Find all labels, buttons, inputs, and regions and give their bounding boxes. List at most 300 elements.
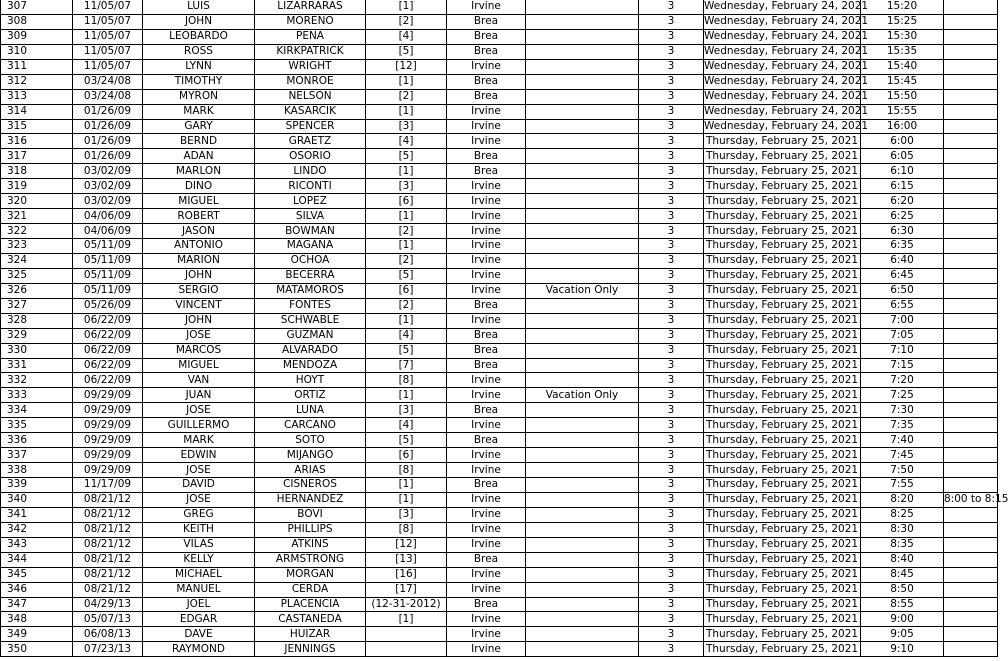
first-name-cell: MIGUEL bbox=[143, 194, 255, 209]
first-name-cell: EDGAR bbox=[143, 612, 255, 627]
rank-cell: [6] bbox=[366, 448, 447, 463]
table-row bbox=[1, 507, 998, 522]
table-row bbox=[1, 492, 998, 507]
date-cell: 07/23/13 bbox=[73, 642, 143, 657]
time-cell: 6:55 bbox=[861, 298, 944, 313]
time-cell: 7:15 bbox=[861, 358, 944, 373]
location-cell: Irvine bbox=[447, 492, 526, 507]
location-cell: Irvine bbox=[447, 463, 526, 478]
count-cell: 3 bbox=[639, 268, 704, 283]
rank-cell: [5] bbox=[366, 433, 447, 448]
rank-cell: [3] bbox=[366, 403, 447, 418]
note-cell bbox=[526, 224, 639, 239]
first-name-cell: JUAN bbox=[143, 388, 255, 403]
first-name-cell: DAVID bbox=[143, 478, 255, 493]
location-cell: Brea bbox=[447, 149, 526, 164]
count-cell: 3 bbox=[639, 239, 704, 254]
first-name-cell: MANUEL bbox=[143, 582, 255, 597]
table-row bbox=[1, 283, 998, 298]
extra-cell bbox=[944, 463, 998, 478]
day-cell: Thursday, February 25, 2021 bbox=[704, 149, 861, 164]
note-cell bbox=[526, 552, 639, 567]
table-row bbox=[1, 253, 998, 268]
table-row bbox=[1, 29, 998, 44]
location-cell: Irvine bbox=[447, 582, 526, 597]
rank-cell: [1] bbox=[366, 612, 447, 627]
first-name-cell: JASON bbox=[143, 224, 255, 239]
rank-cell: [1] bbox=[366, 74, 447, 89]
date-cell: 01/26/09 bbox=[73, 119, 143, 134]
day-cell: Thursday, February 25, 2021 bbox=[704, 448, 861, 463]
time-cell: 9:05 bbox=[861, 627, 944, 642]
location-cell: Irvine bbox=[447, 373, 526, 388]
first-name-cell: LEOBARDO bbox=[143, 29, 255, 44]
day-cell: Thursday, February 25, 2021 bbox=[704, 388, 861, 403]
note-cell bbox=[526, 537, 639, 552]
first-name-cell: MIGUEL bbox=[143, 358, 255, 373]
location-cell: Irvine bbox=[447, 134, 526, 149]
time-cell: 6:20 bbox=[861, 194, 944, 209]
location-cell: Irvine bbox=[447, 642, 526, 657]
last-name-cell: BOWMAN bbox=[255, 224, 366, 239]
note-cell bbox=[526, 492, 639, 507]
count-cell: 3 bbox=[639, 433, 704, 448]
time-cell: 7:50 bbox=[861, 463, 944, 478]
rank-cell: [1] bbox=[366, 0, 447, 14]
last-name-cell: GUZMAN bbox=[255, 328, 366, 343]
note-cell bbox=[526, 14, 639, 29]
first-name-cell: GREG bbox=[143, 507, 255, 522]
count-cell: 3 bbox=[639, 283, 704, 298]
note-cell bbox=[526, 149, 639, 164]
date-cell: 08/21/12 bbox=[73, 507, 143, 522]
last-name-cell: CARCANO bbox=[255, 418, 366, 433]
extra-cell bbox=[944, 313, 998, 328]
rank-cell: [8] bbox=[366, 463, 447, 478]
num-cell: 349 bbox=[1, 627, 73, 642]
time-cell: 8:55 bbox=[861, 597, 944, 612]
count-cell: 3 bbox=[639, 134, 704, 149]
extra-cell bbox=[944, 0, 998, 14]
table-row bbox=[1, 388, 998, 403]
num-cell: 318 bbox=[1, 164, 73, 179]
num-cell: 309 bbox=[1, 29, 73, 44]
num-cell: 339 bbox=[1, 478, 73, 493]
count-cell: 3 bbox=[639, 612, 704, 627]
extra-cell bbox=[944, 343, 998, 358]
date-cell: 08/21/12 bbox=[73, 492, 143, 507]
last-name-cell: NELSON bbox=[255, 89, 366, 104]
first-name-cell: RAYMOND bbox=[143, 642, 255, 657]
last-name-cell: ORTIZ bbox=[255, 388, 366, 403]
day-cell: Thursday, February 25, 2021 bbox=[704, 313, 861, 328]
first-name-cell: MICHAEL bbox=[143, 567, 255, 582]
location-cell: Irvine bbox=[447, 119, 526, 134]
day-cell: Wednesday, February 24, 2021 bbox=[704, 119, 869, 132]
day-cell: Wednesday, February 24, 2021 bbox=[704, 60, 869, 73]
time-cell: 7:25 bbox=[861, 388, 944, 403]
table-row bbox=[1, 74, 998, 89]
extra-cell bbox=[944, 134, 998, 149]
time-cell: 15:20 bbox=[861, 0, 944, 14]
date-cell: 09/29/09 bbox=[73, 448, 143, 463]
rank-cell: [2] bbox=[366, 14, 447, 29]
first-name-cell: GARY bbox=[143, 119, 255, 134]
note-cell bbox=[526, 343, 639, 358]
last-name-cell: SCHWABLE bbox=[255, 313, 366, 328]
location-cell: Brea bbox=[447, 597, 526, 612]
extra-cell bbox=[944, 164, 998, 179]
last-name-cell: MORENO bbox=[255, 14, 366, 29]
rank-cell: [2] bbox=[366, 298, 447, 313]
date-cell: 06/22/09 bbox=[73, 313, 143, 328]
table-row bbox=[1, 552, 998, 567]
table-row bbox=[1, 194, 998, 209]
note-cell bbox=[526, 328, 639, 343]
note-cell bbox=[526, 463, 639, 478]
num-cell: 320 bbox=[1, 194, 73, 209]
first-name-cell: JOHN bbox=[143, 268, 255, 283]
note-cell bbox=[526, 134, 639, 149]
extra-cell bbox=[944, 522, 998, 537]
first-name-cell: JOEL bbox=[143, 597, 255, 612]
num-cell: 311 bbox=[1, 59, 73, 74]
date-cell: 08/21/12 bbox=[73, 567, 143, 582]
first-name-cell: JOSE bbox=[143, 403, 255, 418]
rank-cell: [1] bbox=[366, 478, 447, 493]
note-cell bbox=[526, 478, 639, 493]
last-name-cell: HERNANDEZ bbox=[255, 492, 366, 507]
time-cell: 7:35 bbox=[861, 418, 944, 433]
first-name-cell: DINO bbox=[143, 179, 255, 194]
last-name-cell: LIZARRARAS bbox=[255, 0, 366, 14]
note-cell bbox=[526, 209, 639, 224]
count-cell: 3 bbox=[639, 298, 704, 313]
count-cell: 3 bbox=[639, 582, 704, 597]
extra-cell bbox=[944, 478, 998, 493]
count-cell: 3 bbox=[639, 14, 704, 29]
location-cell: Irvine bbox=[447, 313, 526, 328]
rank-cell: [1] bbox=[366, 239, 447, 254]
day-cell: Thursday, February 25, 2021 bbox=[704, 328, 861, 343]
num-cell: 313 bbox=[1, 89, 73, 104]
day-cell: Thursday, February 25, 2021 bbox=[704, 567, 861, 582]
rank-cell: [6] bbox=[366, 194, 447, 209]
note-cell bbox=[526, 627, 639, 642]
date-cell: 11/05/07 bbox=[73, 29, 143, 44]
count-cell: 3 bbox=[639, 597, 704, 612]
table-row bbox=[1, 478, 998, 493]
day-cell: Wednesday, February 24, 2021 bbox=[704, 105, 869, 118]
time-cell: 8:25 bbox=[861, 507, 944, 522]
rank-cell: [5] bbox=[366, 343, 447, 358]
first-name-cell: ADAN bbox=[143, 149, 255, 164]
last-name-cell: ARMSTRONG bbox=[255, 552, 366, 567]
location-cell: Brea bbox=[447, 89, 526, 104]
location-cell: Irvine bbox=[447, 179, 526, 194]
first-name-cell: MARION bbox=[143, 253, 255, 268]
table-row bbox=[1, 134, 998, 149]
count-cell: 3 bbox=[639, 343, 704, 358]
time-cell: 15:40 bbox=[861, 59, 944, 74]
date-cell: 03/02/09 bbox=[73, 179, 143, 194]
location-cell: Irvine bbox=[447, 224, 526, 239]
table-row bbox=[1, 164, 998, 179]
num-cell: 343 bbox=[1, 537, 73, 552]
time-cell: 8:20 bbox=[861, 492, 944, 507]
table-row bbox=[1, 418, 998, 433]
note-cell bbox=[526, 403, 639, 418]
first-name-cell: TIMOTHY bbox=[143, 74, 255, 89]
note-cell bbox=[526, 313, 639, 328]
last-name-cell: MONROE bbox=[255, 74, 366, 89]
num-cell: 327 bbox=[1, 298, 73, 313]
count-cell: 3 bbox=[639, 328, 704, 343]
num-cell: 316 bbox=[1, 134, 73, 149]
location-cell: Irvine bbox=[447, 627, 526, 642]
first-name-cell: JOSE bbox=[143, 463, 255, 478]
num-cell: 310 bbox=[1, 44, 73, 59]
last-name-cell: PHILLIPS bbox=[255, 522, 366, 537]
num-cell: 325 bbox=[1, 268, 73, 283]
day-cell: Thursday, February 25, 2021 bbox=[704, 224, 861, 239]
note-cell bbox=[526, 433, 639, 448]
date-cell: 11/05/07 bbox=[73, 14, 143, 29]
num-cell: 330 bbox=[1, 343, 73, 358]
first-name-cell: MARLON bbox=[143, 164, 255, 179]
count-cell: 3 bbox=[639, 224, 704, 239]
num-cell: 329 bbox=[1, 328, 73, 343]
first-name-cell: MARK bbox=[143, 104, 255, 119]
location-cell: Brea bbox=[447, 478, 526, 493]
date-cell: 03/02/09 bbox=[73, 194, 143, 209]
extra-cell bbox=[944, 119, 998, 134]
table-row bbox=[1, 209, 998, 224]
num-cell: 337 bbox=[1, 448, 73, 463]
rank-cell: [2] bbox=[366, 253, 447, 268]
location-cell: Irvine bbox=[447, 418, 526, 433]
day-cell: Thursday, February 25, 2021 bbox=[704, 403, 861, 418]
note-cell bbox=[526, 373, 639, 388]
count-cell: 3 bbox=[639, 44, 704, 59]
date-cell: 04/06/09 bbox=[73, 209, 143, 224]
first-name-cell: DAVE bbox=[143, 627, 255, 642]
extra-cell bbox=[944, 537, 998, 552]
location-cell: Brea bbox=[447, 358, 526, 373]
day-cell: Thursday, February 25, 2021 bbox=[704, 253, 861, 268]
last-name-cell: HOYT bbox=[255, 373, 366, 388]
first-name-cell: VAN bbox=[143, 373, 255, 388]
rank-cell: [4] bbox=[366, 418, 447, 433]
date-cell: 01/26/09 bbox=[73, 149, 143, 164]
rank-cell: [8] bbox=[366, 522, 447, 537]
count-cell: 3 bbox=[639, 104, 704, 119]
extra-cell bbox=[944, 104, 998, 119]
num-cell: 319 bbox=[1, 179, 73, 194]
day-cell: Thursday, February 25, 2021 bbox=[704, 268, 861, 283]
location-cell: Irvine bbox=[447, 253, 526, 268]
num-cell: 344 bbox=[1, 552, 73, 567]
table-row bbox=[1, 313, 998, 328]
extra-cell bbox=[944, 507, 998, 522]
last-name-cell: SPENCER bbox=[255, 119, 366, 134]
day-cell: Thursday, February 25, 2021 bbox=[704, 507, 861, 522]
table-row bbox=[1, 179, 998, 194]
day-cell: Wednesday, February 24, 2021 bbox=[704, 90, 869, 103]
location-cell: Irvine bbox=[447, 239, 526, 254]
num-cell: 333 bbox=[1, 388, 73, 403]
num-cell: 332 bbox=[1, 373, 73, 388]
num-cell: 334 bbox=[1, 403, 73, 418]
time-cell: 8:40 bbox=[861, 552, 944, 567]
date-cell: 03/24/08 bbox=[73, 89, 143, 104]
note-cell bbox=[526, 0, 639, 14]
count-cell: 3 bbox=[639, 0, 704, 14]
rank-cell: [1] bbox=[366, 104, 447, 119]
extra-cell bbox=[944, 149, 998, 164]
location-cell: Brea bbox=[447, 44, 526, 59]
rank-cell: [2] bbox=[366, 89, 447, 104]
table-row bbox=[1, 59, 998, 74]
table-row bbox=[1, 373, 998, 388]
num-cell: 324 bbox=[1, 253, 73, 268]
time-cell: 6:35 bbox=[861, 239, 944, 254]
last-name-cell: MAGANA bbox=[255, 239, 366, 254]
rank-cell: [3] bbox=[366, 179, 447, 194]
last-name-cell: KASARCIK bbox=[255, 104, 366, 119]
extra-cell bbox=[944, 373, 998, 388]
count-cell: 3 bbox=[639, 448, 704, 463]
num-cell: 314 bbox=[1, 104, 73, 119]
count-cell: 3 bbox=[639, 209, 704, 224]
note-cell bbox=[526, 253, 639, 268]
num-cell: 322 bbox=[1, 224, 73, 239]
day-cell: Thursday, February 25, 2021 bbox=[704, 194, 861, 209]
location-cell: Irvine bbox=[447, 448, 526, 463]
count-cell: 3 bbox=[639, 478, 704, 493]
count-cell: 3 bbox=[639, 74, 704, 89]
rank-cell: [17] bbox=[366, 582, 447, 597]
num-cell: 336 bbox=[1, 433, 73, 448]
location-cell: Irvine bbox=[447, 268, 526, 283]
last-name-cell: OSORIO bbox=[255, 149, 366, 164]
day-cell: Thursday, February 25, 2021 bbox=[704, 179, 861, 194]
time-cell: 6:25 bbox=[861, 209, 944, 224]
extra-cell bbox=[944, 268, 998, 283]
table-row bbox=[1, 567, 998, 582]
count-cell: 3 bbox=[639, 418, 704, 433]
num-cell: 308 bbox=[1, 14, 73, 29]
last-name-cell: ARIAS bbox=[255, 463, 366, 478]
rank-cell: [12] bbox=[366, 59, 447, 74]
extra-cell bbox=[944, 328, 998, 343]
extra-cell bbox=[944, 567, 998, 582]
last-name-cell: SILVA bbox=[255, 209, 366, 224]
day-cell: Thursday, February 25, 2021 bbox=[704, 582, 861, 597]
time-cell: 15:30 bbox=[861, 29, 944, 44]
count-cell: 3 bbox=[639, 463, 704, 478]
rank-cell: [16] bbox=[366, 567, 447, 582]
time-cell: 6:50 bbox=[861, 283, 944, 298]
count-cell: 3 bbox=[639, 537, 704, 552]
rank-cell: [7] bbox=[366, 358, 447, 373]
rank-cell: [1] bbox=[366, 388, 447, 403]
num-cell: 323 bbox=[1, 239, 73, 254]
last-name-cell: KIRKPATRICK bbox=[255, 44, 366, 59]
location-cell: Brea bbox=[447, 552, 526, 567]
note-cell bbox=[526, 358, 639, 373]
num-cell: 342 bbox=[1, 522, 73, 537]
last-name-cell: LOPEZ bbox=[255, 194, 366, 209]
table-row bbox=[1, 403, 998, 418]
last-name-cell: OCHOA bbox=[255, 253, 366, 268]
rank-cell: [5] bbox=[366, 149, 447, 164]
first-name-cell: KEITH bbox=[143, 522, 255, 537]
day-cell: Thursday, February 25, 2021 bbox=[704, 283, 861, 298]
rank-cell: [1] bbox=[366, 209, 447, 224]
date-cell: 09/29/09 bbox=[73, 433, 143, 448]
rank-cell: [3] bbox=[366, 507, 447, 522]
day-cell: Wednesday, February 24, 2021 bbox=[704, 45, 869, 58]
extra-cell bbox=[944, 433, 998, 448]
date-cell: 08/21/12 bbox=[73, 522, 143, 537]
table-row bbox=[1, 463, 998, 478]
num-cell: 326 bbox=[1, 283, 73, 298]
location-cell: Brea bbox=[447, 343, 526, 358]
note-cell bbox=[526, 507, 639, 522]
num-cell: 328 bbox=[1, 313, 73, 328]
count-cell: 3 bbox=[639, 59, 704, 74]
rank-cell: [1] bbox=[366, 164, 447, 179]
first-name-cell: VILAS bbox=[143, 537, 255, 552]
date-cell: 03/02/09 bbox=[73, 164, 143, 179]
day-cell: Thursday, February 25, 2021 bbox=[704, 478, 861, 493]
first-name-cell: BERND bbox=[143, 134, 255, 149]
last-name-cell: ALVARADO bbox=[255, 343, 366, 358]
location-cell: Irvine bbox=[447, 507, 526, 522]
time-cell: 7:30 bbox=[861, 403, 944, 418]
count-cell: 3 bbox=[639, 492, 704, 507]
location-cell: Brea bbox=[447, 403, 526, 418]
num-cell: 338 bbox=[1, 463, 73, 478]
time-cell: 8:45 bbox=[861, 567, 944, 582]
rank-cell: [8] bbox=[366, 373, 447, 388]
rank-cell: [12] bbox=[366, 537, 447, 552]
location-cell: Brea bbox=[447, 164, 526, 179]
num-cell: 335 bbox=[1, 418, 73, 433]
rank-cell: [5] bbox=[366, 268, 447, 283]
day-cell: Thursday, February 25, 2021 bbox=[704, 612, 861, 627]
time-cell: 8:30 bbox=[861, 522, 944, 537]
date-cell: 05/11/09 bbox=[73, 283, 143, 298]
extra-cell bbox=[944, 627, 998, 642]
last-name-cell: MENDOZA bbox=[255, 358, 366, 373]
date-cell: 11/05/07 bbox=[73, 44, 143, 59]
day-cell: Thursday, February 25, 2021 bbox=[704, 239, 861, 254]
rank-cell: [2] bbox=[366, 224, 447, 239]
note-cell bbox=[526, 448, 639, 463]
last-name-cell: MATAMOROS bbox=[255, 283, 366, 298]
table-row bbox=[1, 522, 998, 537]
extra-cell bbox=[944, 612, 998, 627]
last-name-cell: CERDA bbox=[255, 582, 366, 597]
rank-cell: [1] bbox=[366, 313, 447, 328]
time-cell: 6:45 bbox=[861, 268, 944, 283]
extra-cell bbox=[944, 283, 998, 298]
table-row bbox=[1, 627, 998, 642]
first-name-cell: MARCOS bbox=[143, 343, 255, 358]
rank-cell: [4] bbox=[366, 328, 447, 343]
